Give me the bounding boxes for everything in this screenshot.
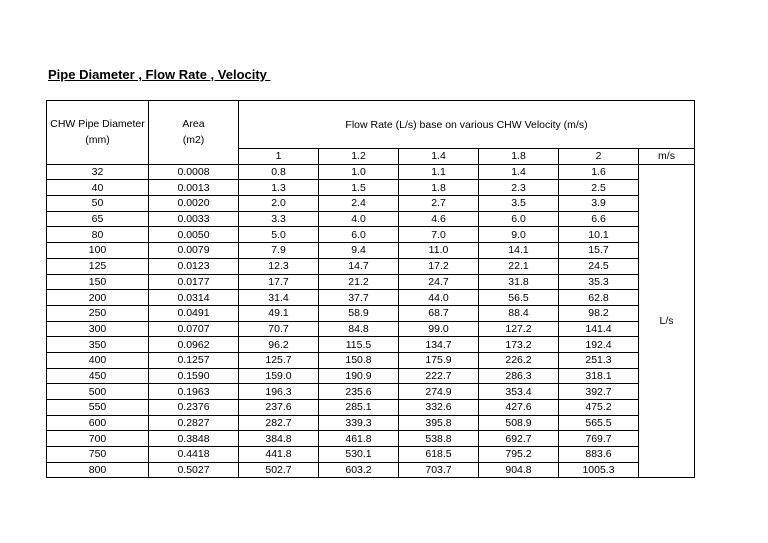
velocity-unit: m/s	[639, 149, 695, 165]
flow-rate-cell: 22.1	[479, 258, 559, 274]
flow-rate-cell: 427.6	[479, 400, 559, 416]
header-pipe-diameter	[47, 101, 149, 165]
flow-rate-cell: 58.9	[319, 305, 399, 321]
table-row	[47, 227, 695, 243]
flow-rate-cell: 353.4	[479, 384, 559, 400]
flow-rate-cell: 7.0	[399, 227, 479, 243]
pipe-diameter-cell: 500	[47, 384, 149, 400]
flow-rate-cell: 274.9	[399, 384, 479, 400]
flow-rate-cell: 4.6	[399, 211, 479, 227]
area-cell: 0.3848	[149, 431, 239, 447]
table-row	[47, 180, 695, 196]
flow-rate-cell: 1.4	[479, 164, 559, 180]
area-cell: 0.0008	[149, 164, 239, 180]
header-row	[47, 101, 695, 149]
flow-rate-cell: 125.7	[239, 352, 319, 368]
flow-rate-cell: 1.1	[399, 164, 479, 180]
table-row	[47, 258, 695, 274]
flow-rate-cell: 475.2	[559, 400, 639, 416]
flow-rate-cell: 127.2	[479, 321, 559, 337]
flow-rate-cell: 11.0	[399, 243, 479, 259]
pipe-diameter-cell: 80	[47, 227, 149, 243]
table-body	[47, 101, 695, 478]
flow-rate-cell: 384.8	[239, 431, 319, 447]
header-flow-rate: Flow Rate (L/s) base on various CHW Velocity (m/s)	[239, 101, 695, 149]
flow-rate-cell: 392.7	[559, 384, 639, 400]
flow-rate-cell: 538.8	[399, 431, 479, 447]
flow-rate-cell: 115.5	[319, 337, 399, 353]
flow-rate-cell: 175.9	[399, 352, 479, 368]
flow-rate-cell: 196.3	[239, 384, 319, 400]
flow-rate-cell: 2.0	[239, 196, 319, 212]
flow-rate-cell: 17.2	[399, 258, 479, 274]
area-cell: 0.0050	[149, 227, 239, 243]
header-pipe-diameter-label: CHW Pipe Diameter	[50, 118, 145, 131]
flow-rate-cell: 502.7	[239, 462, 319, 478]
area-cell: 0.0079	[149, 243, 239, 259]
pipe-diameter-cell: 100	[47, 243, 149, 259]
table-row	[47, 243, 695, 259]
flow-rate-cell: 98.2	[559, 305, 639, 321]
pipe-diameter-cell: 750	[47, 447, 149, 463]
flow-rate-cell: 12.3	[239, 258, 319, 274]
flow-rate-cell: 31.8	[479, 274, 559, 290]
flow-rate-cell: 395.8	[399, 415, 479, 431]
pipe-diameter-cell: 125	[47, 258, 149, 274]
page-title: Pipe Diameter , Flow Rate , Velocity	[48, 67, 271, 82]
flow-rate-cell: 2.5	[559, 180, 639, 196]
table-row	[47, 384, 695, 400]
flow-rate-cell: 9.4	[319, 243, 399, 259]
flow-rate-cell: 1.5	[319, 180, 399, 196]
flow-rate-cell: 795.2	[479, 447, 559, 463]
flow-rate-cell: 1005.3	[559, 462, 639, 478]
flow-rate-cell: 692.7	[479, 431, 559, 447]
flow-rate-cell: 235.6	[319, 384, 399, 400]
pipe-diameter-cell: 200	[47, 290, 149, 306]
flow-rate-cell: 31.4	[239, 290, 319, 306]
velocity-header: 1.8	[479, 149, 559, 165]
flow-rate-cell: 56.5	[479, 290, 559, 306]
flow-rate-cell: 565.5	[559, 415, 639, 431]
flow-rate-cell: 461.8	[319, 431, 399, 447]
area-cell: 0.0314	[149, 290, 239, 306]
area-cell: 0.2827	[149, 415, 239, 431]
flow-rate-cell: 226.2	[479, 352, 559, 368]
flow-rate-cell: 21.2	[319, 274, 399, 290]
flow-rate-cell: 441.8	[239, 447, 319, 463]
table-row	[47, 196, 695, 212]
flow-rate-cell: 618.5	[399, 447, 479, 463]
velocity-header: 2	[559, 149, 639, 165]
flow-rate-cell: 24.5	[559, 258, 639, 274]
flow-rate-table	[46, 100, 695, 478]
flow-rate-cell: 332.6	[399, 400, 479, 416]
flow-rate-cell: 3.9	[559, 196, 639, 212]
flow-rate-cell: 4.0	[319, 211, 399, 227]
flow-rate-cell: 134.7	[399, 337, 479, 353]
pipe-diameter-cell: 600	[47, 415, 149, 431]
flow-rate-cell: 3.5	[479, 196, 559, 212]
flow-rate-cell: 96.2	[239, 337, 319, 353]
table-row	[47, 164, 695, 180]
flow-rate-cell: 44.0	[399, 290, 479, 306]
flow-rate-cell: 15.7	[559, 243, 639, 259]
flow-rate-cell: 1.3	[239, 180, 319, 196]
flow-rate-cell: 9.0	[479, 227, 559, 243]
table-row	[47, 462, 695, 478]
header-area-unit: (m2)	[182, 134, 205, 147]
header-pipe-diameter-unit: (mm)	[85, 134, 110, 147]
pipe-diameter-cell: 65	[47, 211, 149, 227]
area-cell: 0.0707	[149, 321, 239, 337]
header-area-label: Area	[182, 118, 205, 131]
flow-rate-cell: 68.7	[399, 305, 479, 321]
pipe-diameter-cell: 700	[47, 431, 149, 447]
flow-rate-cell: 14.7	[319, 258, 399, 274]
area-cell: 0.0962	[149, 337, 239, 353]
flow-rate-cell: 285.1	[319, 400, 399, 416]
flow-rate-cell: 70.7	[239, 321, 319, 337]
area-cell: 0.5027	[149, 462, 239, 478]
flow-rate-cell: 35.3	[559, 274, 639, 290]
flow-rate-cell: 282.7	[239, 415, 319, 431]
pipe-diameter-cell: 450	[47, 368, 149, 384]
pipe-diameter-cell: 300	[47, 321, 149, 337]
table-row	[47, 368, 695, 384]
velocity-header: 1	[239, 149, 319, 165]
flow-rate-cell: 10.1	[559, 227, 639, 243]
table-row	[47, 447, 695, 463]
flow-rate-cell: 1.8	[399, 180, 479, 196]
flow-rate-cell: 2.4	[319, 196, 399, 212]
area-cell: 0.0020	[149, 196, 239, 212]
header-area	[149, 101, 239, 165]
flow-rate-cell: 2.3	[479, 180, 559, 196]
flow-rate-cell: 190.9	[319, 368, 399, 384]
table-row	[47, 290, 695, 306]
flow-rate-cell: 339.3	[319, 415, 399, 431]
flow-rate-cell: 3.3	[239, 211, 319, 227]
table-row	[47, 211, 695, 227]
flow-rate-cell: 237.6	[239, 400, 319, 416]
area-cell: 0.1963	[149, 384, 239, 400]
pipe-diameter-cell: 550	[47, 400, 149, 416]
velocity-header: 1.2	[319, 149, 399, 165]
flow-rate-cell: 769.7	[559, 431, 639, 447]
area-cell: 0.2376	[149, 400, 239, 416]
flow-rate-cell: 159.0	[239, 368, 319, 384]
flow-rate-cell: 6.6	[559, 211, 639, 227]
flow-rate-cell: 37.7	[319, 290, 399, 306]
table-row	[47, 305, 695, 321]
flow-unit-cell: L/s	[639, 164, 695, 478]
flow-rate-cell: 14.1	[479, 243, 559, 259]
area-cell: 0.0013	[149, 180, 239, 196]
flow-rate-cell: 150.8	[319, 352, 399, 368]
flow-rate-cell: 49.1	[239, 305, 319, 321]
flow-rate-cell: 141.4	[559, 321, 639, 337]
pipe-diameter-cell: 32	[47, 164, 149, 180]
pipe-diameter-cell: 800	[47, 462, 149, 478]
area-cell: 0.1257	[149, 352, 239, 368]
flow-rate-cell: 17.7	[239, 274, 319, 290]
flow-rate-cell: 99.0	[399, 321, 479, 337]
flow-rate-cell: 703.7	[399, 462, 479, 478]
flow-rate-cell: 62.8	[559, 290, 639, 306]
flow-rate-cell: 173.2	[479, 337, 559, 353]
area-cell: 0.0491	[149, 305, 239, 321]
flow-rate-cell: 603.2	[319, 462, 399, 478]
flow-rate-cell: 251.3	[559, 352, 639, 368]
flow-rate-cell: 192.4	[559, 337, 639, 353]
table-row	[47, 400, 695, 416]
flow-rate-cell: 88.4	[479, 305, 559, 321]
flow-rate-cell: 530.1	[319, 447, 399, 463]
area-cell: 0.0033	[149, 211, 239, 227]
table-row	[47, 274, 695, 290]
flow-rate-cell: 7.9	[239, 243, 319, 259]
pipe-diameter-cell: 150	[47, 274, 149, 290]
area-cell: 0.4418	[149, 447, 239, 463]
table-row	[47, 415, 695, 431]
flow-rate-cell: 6.0	[479, 211, 559, 227]
flow-rate-cell: 222.7	[399, 368, 479, 384]
table-row	[47, 352, 695, 368]
velocity-header: 1.4	[399, 149, 479, 165]
table-row	[47, 321, 695, 337]
area-cell: 0.0177	[149, 274, 239, 290]
flow-rate-cell: 84.8	[319, 321, 399, 337]
area-cell: 0.0123	[149, 258, 239, 274]
flow-rate-cell: 6.0	[319, 227, 399, 243]
flow-rate-cell: 2.7	[399, 196, 479, 212]
pipe-diameter-cell: 350	[47, 337, 149, 353]
flow-rate-cell: 24.7	[399, 274, 479, 290]
flow-rate-cell: 904.8	[479, 462, 559, 478]
table-row	[47, 431, 695, 447]
flow-rate-cell: 286.3	[479, 368, 559, 384]
flow-rate-cell: 0.8	[239, 164, 319, 180]
flow-rate-cell: 1.0	[319, 164, 399, 180]
area-cell: 0.1590	[149, 368, 239, 384]
flow-rate-cell: 5.0	[239, 227, 319, 243]
flow-rate-cell: 883.6	[559, 447, 639, 463]
pipe-diameter-cell: 40	[47, 180, 149, 196]
flow-rate-cell: 318.1	[559, 368, 639, 384]
pipe-diameter-cell: 250	[47, 305, 149, 321]
flow-rate-cell: 1.6	[559, 164, 639, 180]
table-row	[47, 337, 695, 353]
pipe-diameter-cell: 50	[47, 196, 149, 212]
flow-rate-cell: 508.9	[479, 415, 559, 431]
pipe-diameter-cell: 400	[47, 352, 149, 368]
